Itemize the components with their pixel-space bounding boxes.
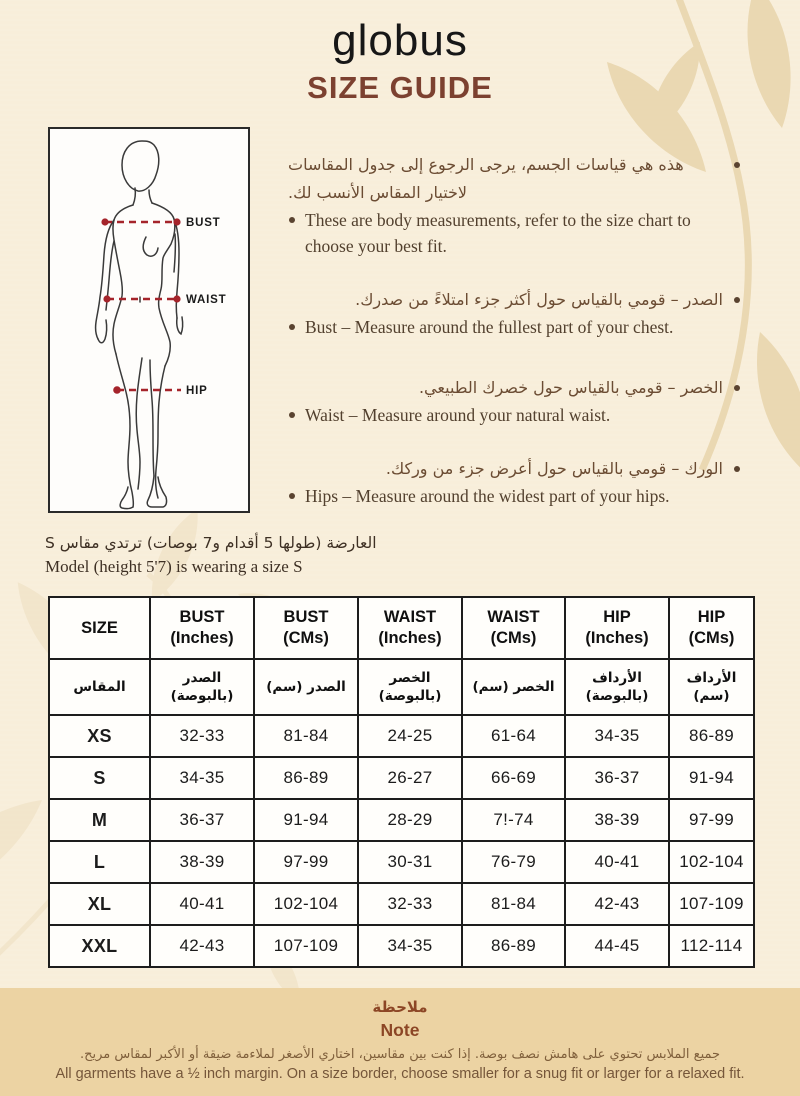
table-cell: 86-89 <box>669 715 754 757</box>
table-cell: 91-94 <box>669 757 754 799</box>
note-heading-arabic: ملاحظة <box>372 998 428 1016</box>
table-row-l <box>49 841 754 883</box>
note-body-arabic: جميع الملابس تحتوي على هامش نصف بوصة. إذا كنت بين مقاسين، اختاري الأصغر لملاءمة ضيقة أو الأكبر لمقاس مريح. <box>79 1047 721 1062</box>
col-header-hip-inches: HIP (Inches) <box>565 597 669 659</box>
bullet-icon <box>734 466 740 472</box>
table-cell: 97-99 <box>254 841 358 883</box>
table-cell: 97-99 <box>669 799 754 841</box>
body-measurement-diagram <box>48 127 250 513</box>
col-header-size-ar: المقاس <box>49 659 150 715</box>
table-cell: 26-27 <box>358 757 462 799</box>
table-row-xl <box>49 883 754 925</box>
col-header-hip-inches-ar: الأرداف (بالبوصة) <box>565 659 669 715</box>
instruction-arabic: الصدر – قومي بالقياس حول أكثر جزء امتلاءً من صدرك. <box>286 286 742 314</box>
size-chart <box>48 596 755 968</box>
col-header-bust-inches: BUST (Inches) <box>150 597 254 659</box>
instruction-english: Waist – Measure around your natural waist. <box>286 402 742 428</box>
bullet-icon <box>289 493 295 499</box>
table-cell: 28-29 <box>358 799 462 841</box>
table-cell: 7!-74 <box>462 799 565 841</box>
bullet-icon <box>734 162 740 168</box>
instruction-item <box>286 455 742 509</box>
table-cell: 81-84 <box>254 715 358 757</box>
bullet-icon <box>289 217 295 223</box>
table-cell: 32-33 <box>150 715 254 757</box>
table-cell: 30-31 <box>358 841 462 883</box>
table-row-m <box>49 799 754 841</box>
instruction-item <box>286 286 742 340</box>
table-cell: 34-35 <box>565 715 669 757</box>
table-cell: 112-114 <box>669 925 754 967</box>
table-cell: 102-104 <box>669 841 754 883</box>
table-cell: 32-33 <box>358 883 462 925</box>
col-header-bust-cms: BUST (CMs) <box>254 597 358 659</box>
model-note-arabic: العارضة (طولها 5 أقدام و7 بوصات) ترتدي مقاس S <box>45 534 377 552</box>
size-label: XXL <box>49 925 150 967</box>
table-cell: 38-39 <box>150 841 254 883</box>
instruction-arabic: الورك – قومي بالقياس حول أعرض جزء من وركك. <box>286 455 742 483</box>
col-header-waist-inches-ar: الخصر (بالبوصة) <box>358 659 462 715</box>
instruction-item <box>286 151 742 259</box>
bust-label: BUST <box>186 217 221 229</box>
table-cell: 36-37 <box>150 799 254 841</box>
table-cell: 36-37 <box>565 757 669 799</box>
col-header-waist-inches: WAIST (Inches) <box>358 597 462 659</box>
table-cell: 102-104 <box>254 883 358 925</box>
header-row-english <box>49 597 754 659</box>
instruction-arabic: هذه هي قياسات الجسم، يرجى الرجوع إلى جدول المقاسات لاختيار المقاس الأنسب لك. <box>286 151 742 207</box>
table-cell: 40-41 <box>150 883 254 925</box>
table-cell: 66-69 <box>462 757 565 799</box>
col-header-hip-cms: HIP (CMs) <box>669 597 754 659</box>
bullet-icon <box>734 385 740 391</box>
note-heading-english: Note <box>380 1020 420 1040</box>
instruction-english: These are body measurements, refer to the size chart to choose your best fit. <box>286 207 742 259</box>
col-header-waist-cms: WAIST (CMs) <box>462 597 565 659</box>
page-title: SIZE GUIDE <box>307 70 493 105</box>
table-cell: 40-41 <box>565 841 669 883</box>
instruction-english: Hips – Measure around the widest part of your hips. <box>286 483 742 509</box>
table-cell: 107-109 <box>254 925 358 967</box>
table-cell: 81-84 <box>462 883 565 925</box>
waist-label: WAIST <box>186 294 227 306</box>
col-header-hip-cms-ar: الأرداف (سم) <box>669 659 754 715</box>
table-cell: 86-89 <box>462 925 565 967</box>
instruction-arabic: الخصر – قومي بالقياس حول خصرك الطبيعي. <box>286 374 742 402</box>
size-label: XS <box>49 715 150 757</box>
note-body-english: All garments have a ½ inch margin. On a size border, choose smaller for a snug fit or larger for a relaxed fit. <box>55 1066 745 1082</box>
table-cell: 34-35 <box>150 757 254 799</box>
instructions-list <box>286 151 742 536</box>
table-cell: 91-94 <box>254 799 358 841</box>
size-label: S <box>49 757 150 799</box>
instruction-item <box>286 374 742 428</box>
bullet-icon <box>289 412 295 418</box>
table-cell: 34-35 <box>358 925 462 967</box>
model-note <box>45 531 465 579</box>
note-section <box>0 988 800 1096</box>
model-note-english: Model (height 5'7) is wearing a size S <box>45 557 303 576</box>
table-cell: 61-64 <box>462 715 565 757</box>
size-label: L <box>49 841 150 883</box>
size-label: M <box>49 799 150 841</box>
hip-label: HIP <box>186 385 208 397</box>
col-header-bust-cms-ar: الصدر (سم) <box>254 659 358 715</box>
size-chart-table <box>48 596 755 968</box>
table-cell: 38-39 <box>565 799 669 841</box>
table-cell: 44-45 <box>565 925 669 967</box>
col-header-size: SIZE <box>49 597 150 659</box>
col-header-waist-cms-ar: الخصر (سم) <box>462 659 565 715</box>
table-cell: 42-43 <box>150 925 254 967</box>
table-cell: 24-25 <box>358 715 462 757</box>
table-row-xxl <box>49 925 754 967</box>
body-figure-svg <box>50 129 248 511</box>
table-row-s <box>49 757 754 799</box>
bullet-icon <box>734 297 740 303</box>
col-header-bust-inches-ar: الصدر (بالبوصة) <box>150 659 254 715</box>
table-row-xs <box>49 715 754 757</box>
table-cell: 42-43 <box>565 883 669 925</box>
table-cell: 76-79 <box>462 841 565 883</box>
size-label: XL <box>49 883 150 925</box>
header-row-arabic <box>49 659 754 715</box>
bullet-icon <box>289 324 295 330</box>
brand-logo: globus <box>332 16 468 65</box>
instruction-english: Bust – Measure around the fullest part of your chest. <box>286 314 742 340</box>
table-cell: 107-109 <box>669 883 754 925</box>
table-cell: 86-89 <box>254 757 358 799</box>
